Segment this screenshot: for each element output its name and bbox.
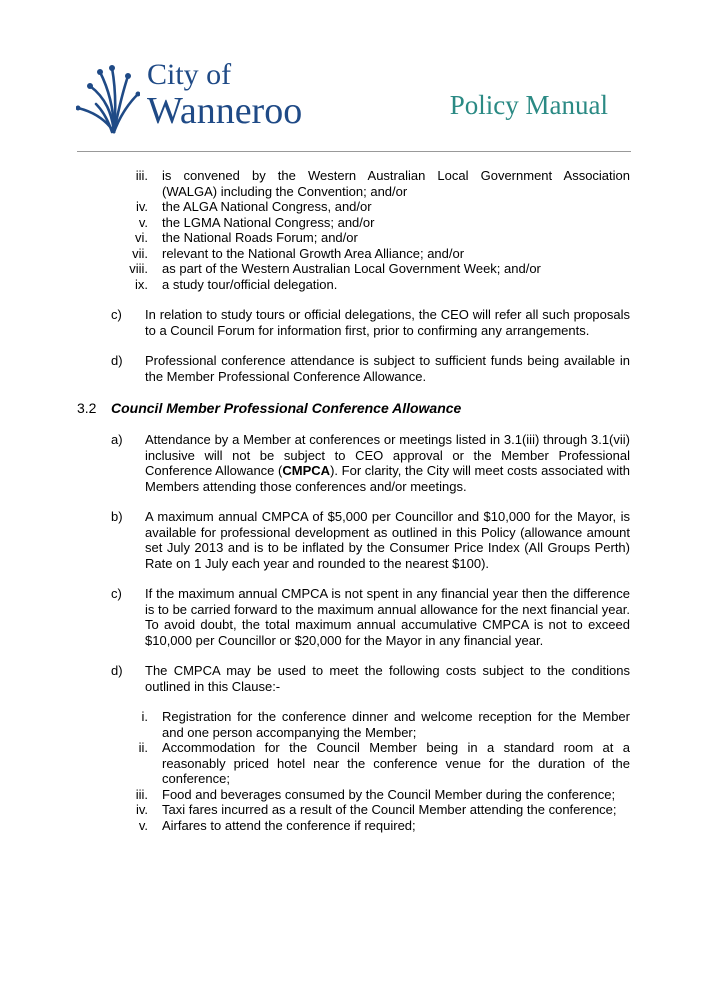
- paragraph-text: A maximum annual CMPCA of $5,000 per Councillor and $10,000 for the Mayor, is available for professional development as outlined in this Policy (allowance amount set July 2013 and is to be inflated by the Consumer Price Index (All Groups Perth) Rate on 1 July each year and rounded to the nearest $100).: [145, 509, 630, 571]
- paragraph-c-carry-forward: [0, 586, 706, 648]
- list-text: relevant to the National Growth Area Alliance; and/or: [162, 245, 465, 261]
- cost-item: [0, 709, 706, 740]
- list-number: v.: [138, 817, 148, 833]
- page-header: [0, 0, 706, 152]
- policy-manual-title: Policy Manual: [449, 90, 608, 120]
- section-heading: [0, 400, 706, 417]
- paragraph-text: The CMPCA may be used to meet the following costs subject to the conditions outlined in this Clause:-: [145, 663, 630, 694]
- roman-list-line: [0, 215, 706, 231]
- list-number: viii.: [129, 261, 148, 276]
- list-text: Registration for the conference dinner and welcome reception for the Member and one person accompanying the Member;: [162, 709, 630, 740]
- page-body: [0, 168, 706, 833]
- list-number: iii.: [135, 786, 148, 802]
- cost-item: [0, 802, 706, 818]
- list-text: is convened by the Western Australian Local Government Association: [162, 168, 630, 183]
- paragraph-text: If the maximum annual CMPCA is not spent in any financial year then the difference is to be carried forward to the maximum annual allowance for the next financial year. To avoid doubt, the total maximum annual accumulative CMPCA is not to exceed $10,000 per Councillor or $20,000 for the Mayor in any financial year.: [145, 586, 630, 648]
- list-number: i.: [141, 709, 148, 724]
- roman-list-line: [0, 261, 706, 277]
- paragraph-c-study-tours: [0, 307, 706, 338]
- list-number: ix.: [135, 276, 148, 292]
- wanneroo-logo-icon: [76, 64, 140, 134]
- paragraph-text: [145, 432, 630, 494]
- cost-item: [0, 740, 706, 787]
- paragraph-label: c): [111, 307, 122, 322]
- list-number: iii.: [135, 168, 148, 183]
- paragraph-label: c): [111, 586, 122, 601]
- list-number: v.: [138, 214, 148, 230]
- logo-city-text: City of: [147, 58, 232, 91]
- cost-item: [0, 818, 706, 834]
- header-divider: [77, 151, 631, 152]
- roman-list-line: [0, 184, 706, 200]
- text-before: Attendance by a Member at conferences or meetings listed in 3.1(iii) through 3.1(vii) inclusive will not be subject to CEO approval or the Member Professional Conference Allowance (: [145, 432, 630, 478]
- list-text: as part of the Western Australian Local Government Week; and/or: [162, 261, 541, 276]
- list-text: the ALGA National Congress, and/or: [162, 199, 372, 214]
- bold-term: CMPCA: [282, 463, 331, 478]
- list-text: Airfares to attend the conference if required;: [162, 817, 416, 833]
- section-number: 3.2: [77, 400, 97, 416]
- list-text: Food and beverages consumed by the Council Member during the conference;: [162, 786, 616, 802]
- list-text: the National Roads Forum; and/or: [162, 230, 358, 245]
- roman-list-line: [0, 246, 706, 262]
- roman-list-line: [0, 168, 706, 184]
- section-title: Council Member Professional Conference Allowance: [111, 400, 462, 416]
- list-text: a study tour/official delegation.: [162, 276, 338, 292]
- list-number: vi.: [135, 230, 148, 245]
- list-number: vii.: [132, 245, 148, 261]
- paragraph-label: b): [111, 509, 123, 524]
- list-text: Accommodation for the Council Member being in a standard room at a reasonably priced hotel near the conference venue for the duration of the conference;: [162, 740, 630, 786]
- paragraph-a-attendance: [0, 432, 706, 494]
- paragraph-b-maximum: [0, 509, 706, 571]
- cost-item: [0, 787, 706, 803]
- roman-list-top: [0, 168, 706, 292]
- list-text: Taxi fares incurred as a result of the Council Member attending the conference;: [162, 802, 617, 817]
- roman-list-line: [0, 230, 706, 246]
- list-number: ii.: [138, 740, 148, 755]
- list-text: (WALGA) including the Convention; and/or: [162, 183, 408, 199]
- paragraph-label: d): [111, 353, 123, 368]
- roman-list-line: [0, 277, 706, 293]
- list-number: iv.: [135, 199, 148, 214]
- paragraph-d-costs: [0, 663, 706, 694]
- paragraph-label: a): [111, 432, 123, 447]
- logo-name-text: Wanneroo: [147, 90, 303, 132]
- cost-items-list: [0, 709, 706, 833]
- list-number: iv.: [135, 802, 148, 817]
- paragraph-text: In relation to study tours or official delegations, the CEO will refer all such proposals to a Council Forum for information first, prior to confirming any arrangements.: [145, 307, 630, 338]
- paragraph-d-funds: [0, 353, 706, 384]
- paragraph-label: d): [111, 663, 123, 678]
- list-text: the LGMA National Congress; and/or: [162, 214, 375, 230]
- paragraph-text: Professional conference attendance is subject to sufficient funds being available in the Member Professional Conference Allowance.: [145, 353, 630, 384]
- text-after: ). For clarity, the City will meet costs associated with Members attending those conferences and/or meetings.: [145, 463, 630, 494]
- roman-list-line: [0, 199, 706, 215]
